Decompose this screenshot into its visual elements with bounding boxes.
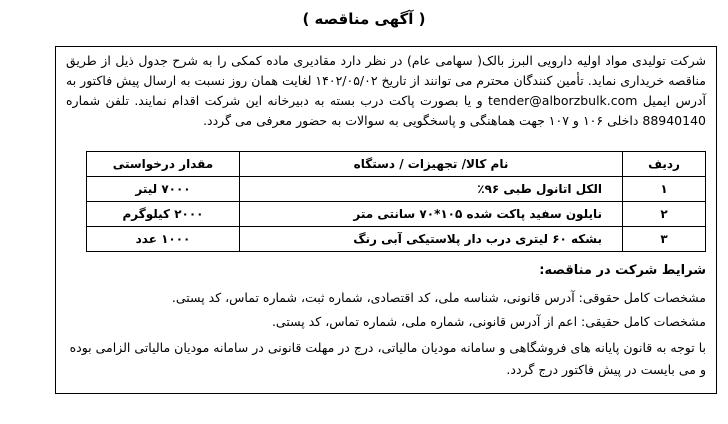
item-quantity: ۲۰۰۰ کیلوگرم	[87, 202, 240, 227]
row-number: ۱	[623, 177, 706, 202]
item-name: نایلون سفید پاکت شده ۱۰۵*۷۰ سانتی متر	[240, 202, 623, 227]
conditions-title: شرایط شرکت در مناقصه:	[539, 263, 706, 278]
notice-heading: ( آگهی مناقصه )	[302, 10, 426, 28]
item-name: الکل اتانول طبی ۹۶٪	[240, 177, 623, 202]
item-quantity: ۱۰۰۰ عدد	[87, 227, 240, 252]
items-table	[86, 151, 706, 252]
phone-number: 88940140	[642, 113, 706, 128]
header-row-number: ردیف	[623, 152, 706, 177]
table-row	[87, 202, 706, 227]
notice-frame	[55, 46, 717, 394]
intro-text-after-phone: داخلی ۱۰۶ و ۱۰۷ جهت هماهنگی و پاسخگویی به سوالات به حضور معرفی می گردد.	[203, 113, 639, 128]
email-address: tender@alborzbulk.com	[488, 93, 638, 108]
row-number: ۲	[623, 202, 706, 227]
table-header-row	[87, 152, 706, 177]
intro-text-before-phone: و یا بصورت پاکت درب بسته به دبیرخانه این شرکت اقدام نمایند. تلفن شماره	[66, 93, 483, 108]
item-quantity: ۷۰۰۰ لیتر	[87, 177, 240, 202]
condition-tax-terminals: با توجه به قانون پایانه های فروشگاهی و سامانه مودیان مالیاتی، درج در مهلت قانونی در سامانه مودیان مالیاتی الزامی بوده و می بایست در پیش فاکتور درج گردد.	[69, 340, 706, 377]
item-name: بشکه ۶۰ لیتری درب دار پلاستیکی آبی رنگ	[240, 227, 623, 252]
intro-paragraph	[66, 51, 706, 131]
header-quantity: مقدار درخواستی	[87, 152, 240, 177]
condition-legal-entity: مشخصات کامل حقوقی: آدرس قانونی، شناسه ملی، کد اقتصادی، شماره ثبت، شماره تماس، کد پستی.	[171, 290, 706, 305]
table-row	[87, 227, 706, 252]
intro-text-before-email: شرکت تولیدی مواد اولیه دارویی البرز بالک( سهامی عام) در نظر دارد مقادیری ماده کمکی را به شرح جدول ذیل از طریق مناقصه خریداری نماید. تأمین کنندگان محترم می توانند از تاریخ ۱۴۰۲/۰۵/۰۲ لغایت همان روز نسبت به ارسال پیش فاکتور به آدرس ایمیل	[66, 53, 706, 108]
condition-natural-person: مشخصات کامل حقیقی: اعم از آدرس قانونی، شماره ملی، شماره تماس، کد پستی.	[271, 314, 706, 329]
header-item-name: نام کالا/ تجهیزات / دستگاه	[240, 152, 623, 177]
row-number: ۳	[623, 227, 706, 252]
table-row	[87, 177, 706, 202]
